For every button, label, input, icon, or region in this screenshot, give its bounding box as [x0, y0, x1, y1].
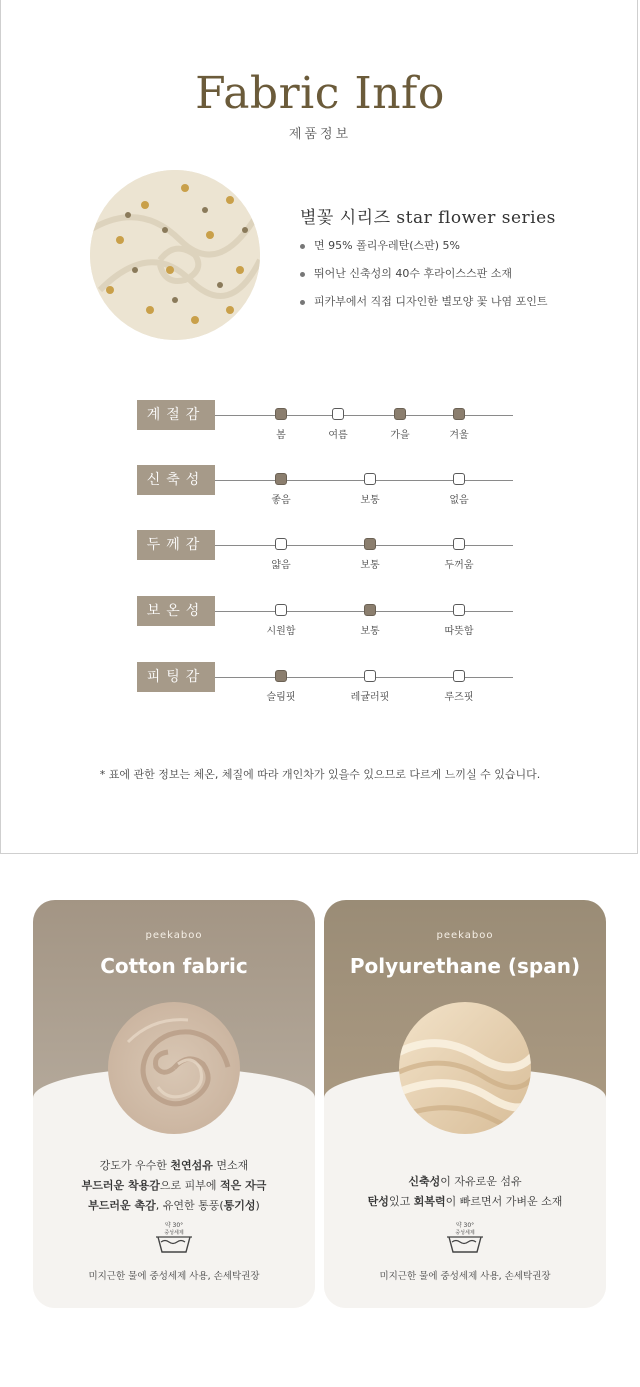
rating-option-label: 겨울	[449, 430, 469, 441]
rating-marker	[332, 408, 344, 420]
rating-marker	[275, 670, 287, 682]
polyurethane-fabric-card	[324, 900, 606, 1308]
rating-option-label: 레귤러핏	[350, 692, 390, 703]
rating-option-label: 없음	[449, 495, 469, 506]
rating-marker	[453, 604, 465, 616]
bullet-item: 뛰어난 신축성의 40수 후라이스스판 소재	[300, 266, 548, 294]
description-line: 탄성있고 회복력이 빠르면서 가벼운 소재	[367, 1195, 563, 1208]
bullet-dot-icon	[300, 244, 305, 249]
product-bullets	[300, 238, 548, 322]
fabric-swatch-image	[90, 170, 260, 340]
rating-option-label: 보통	[360, 626, 380, 637]
rating-line	[215, 415, 513, 416]
card-title: Cotton fabric	[100, 954, 248, 978]
card-description	[33, 1156, 315, 1216]
bullet-dot-icon	[300, 272, 305, 277]
svg-text:약 30°: 약 30°	[455, 1222, 475, 1229]
bullet-item: 면 95% 폴리우레탄(스판) 5%	[300, 238, 548, 266]
rating-option-label: 보통	[360, 560, 380, 571]
rating-row-stretch	[0, 465, 640, 525]
page-subtitle: 제품정보	[288, 127, 352, 142]
rating-option-label: 좋음	[271, 495, 291, 506]
series-title: 별꽃 시리즈 star flower series	[300, 208, 556, 228]
rating-marker	[275, 604, 287, 616]
rating-marker	[275, 408, 287, 420]
description-line: 부드러운 착용감으로 피부에 적은 자극	[81, 1179, 267, 1192]
rating-row-fit	[0, 662, 640, 722]
rating-marker	[453, 473, 465, 485]
rating-option-label: 두꺼움	[444, 560, 474, 571]
rating-marker	[453, 538, 465, 550]
rating-option-label: 루즈핏	[444, 692, 474, 703]
bullet-dot-icon	[300, 300, 305, 305]
rating-label: 신축성	[137, 465, 215, 495]
span-fabric-image	[399, 1002, 531, 1134]
rating-marker	[364, 473, 376, 485]
wash-instruction: 미지근한 물에 중성세제 사용, 손세탁권장	[88, 1271, 260, 1282]
svg-text:약 30°: 약 30°	[164, 1222, 184, 1229]
rating-marker	[453, 670, 465, 682]
rating-row-warmth	[0, 596, 640, 656]
svg-text:중성세제: 중성세제	[455, 1230, 475, 1236]
rating-option-label: 여름	[328, 430, 348, 441]
description-line: 부드러운 촉감, 유연한 통풍(통기성)	[88, 1199, 260, 1212]
description-line: 신축성이 자유로운 섬유	[408, 1175, 522, 1188]
brand-logo: peekaboo	[436, 930, 494, 941]
rating-option-label: 얇음	[271, 560, 291, 571]
rating-marker	[364, 538, 376, 550]
rating-option-label: 따뜻함	[444, 626, 474, 637]
rating-label: 두께감	[137, 530, 215, 560]
rating-row-thickness	[0, 530, 640, 590]
rating-label: 계절감	[137, 400, 215, 430]
rating-label: 피팅감	[137, 662, 215, 692]
description-line: 강도가 우수한 천연섬유 면소재	[99, 1159, 249, 1172]
brand-logo: peekaboo	[145, 930, 203, 941]
rating-option-label: 시원함	[266, 626, 296, 637]
rating-marker	[394, 408, 406, 420]
rating-label: 보온성	[137, 596, 215, 626]
page-title: Fabric Info	[195, 68, 445, 119]
rating-marker	[453, 408, 465, 420]
rating-row-season	[0, 400, 640, 460]
bullet-item: 피카부에서 직접 디자인한 별모양 꽃 나염 포인트	[300, 294, 548, 322]
card-description	[324, 1172, 606, 1212]
cotton-fabric-image	[108, 1002, 240, 1134]
rating-option-label: 슬림핏	[266, 692, 296, 703]
hand-wash-icon	[154, 1220, 194, 1256]
disclaimer-note: * 표에 관한 정보는 체온, 체질에 따라 개인차가 있을수 있으므로 다르게 느끼실 수 있습니다.	[99, 768, 541, 781]
rating-option-label: 봄	[276, 430, 286, 441]
wash-instruction: 미지근한 물에 중성세제 사용, 손세탁권장	[379, 1271, 551, 1282]
hand-wash-icon	[445, 1220, 485, 1256]
rating-marker	[364, 670, 376, 682]
rating-marker	[364, 604, 376, 616]
rating-marker	[275, 473, 287, 485]
card-title: Polyurethane (span)	[349, 954, 581, 978]
rating-option-label: 가을	[390, 430, 410, 441]
cotton-fabric-card	[33, 900, 315, 1308]
rating-option-label: 보통	[360, 495, 380, 506]
svg-text:중성세제: 중성세제	[164, 1230, 184, 1236]
rating-marker	[275, 538, 287, 550]
